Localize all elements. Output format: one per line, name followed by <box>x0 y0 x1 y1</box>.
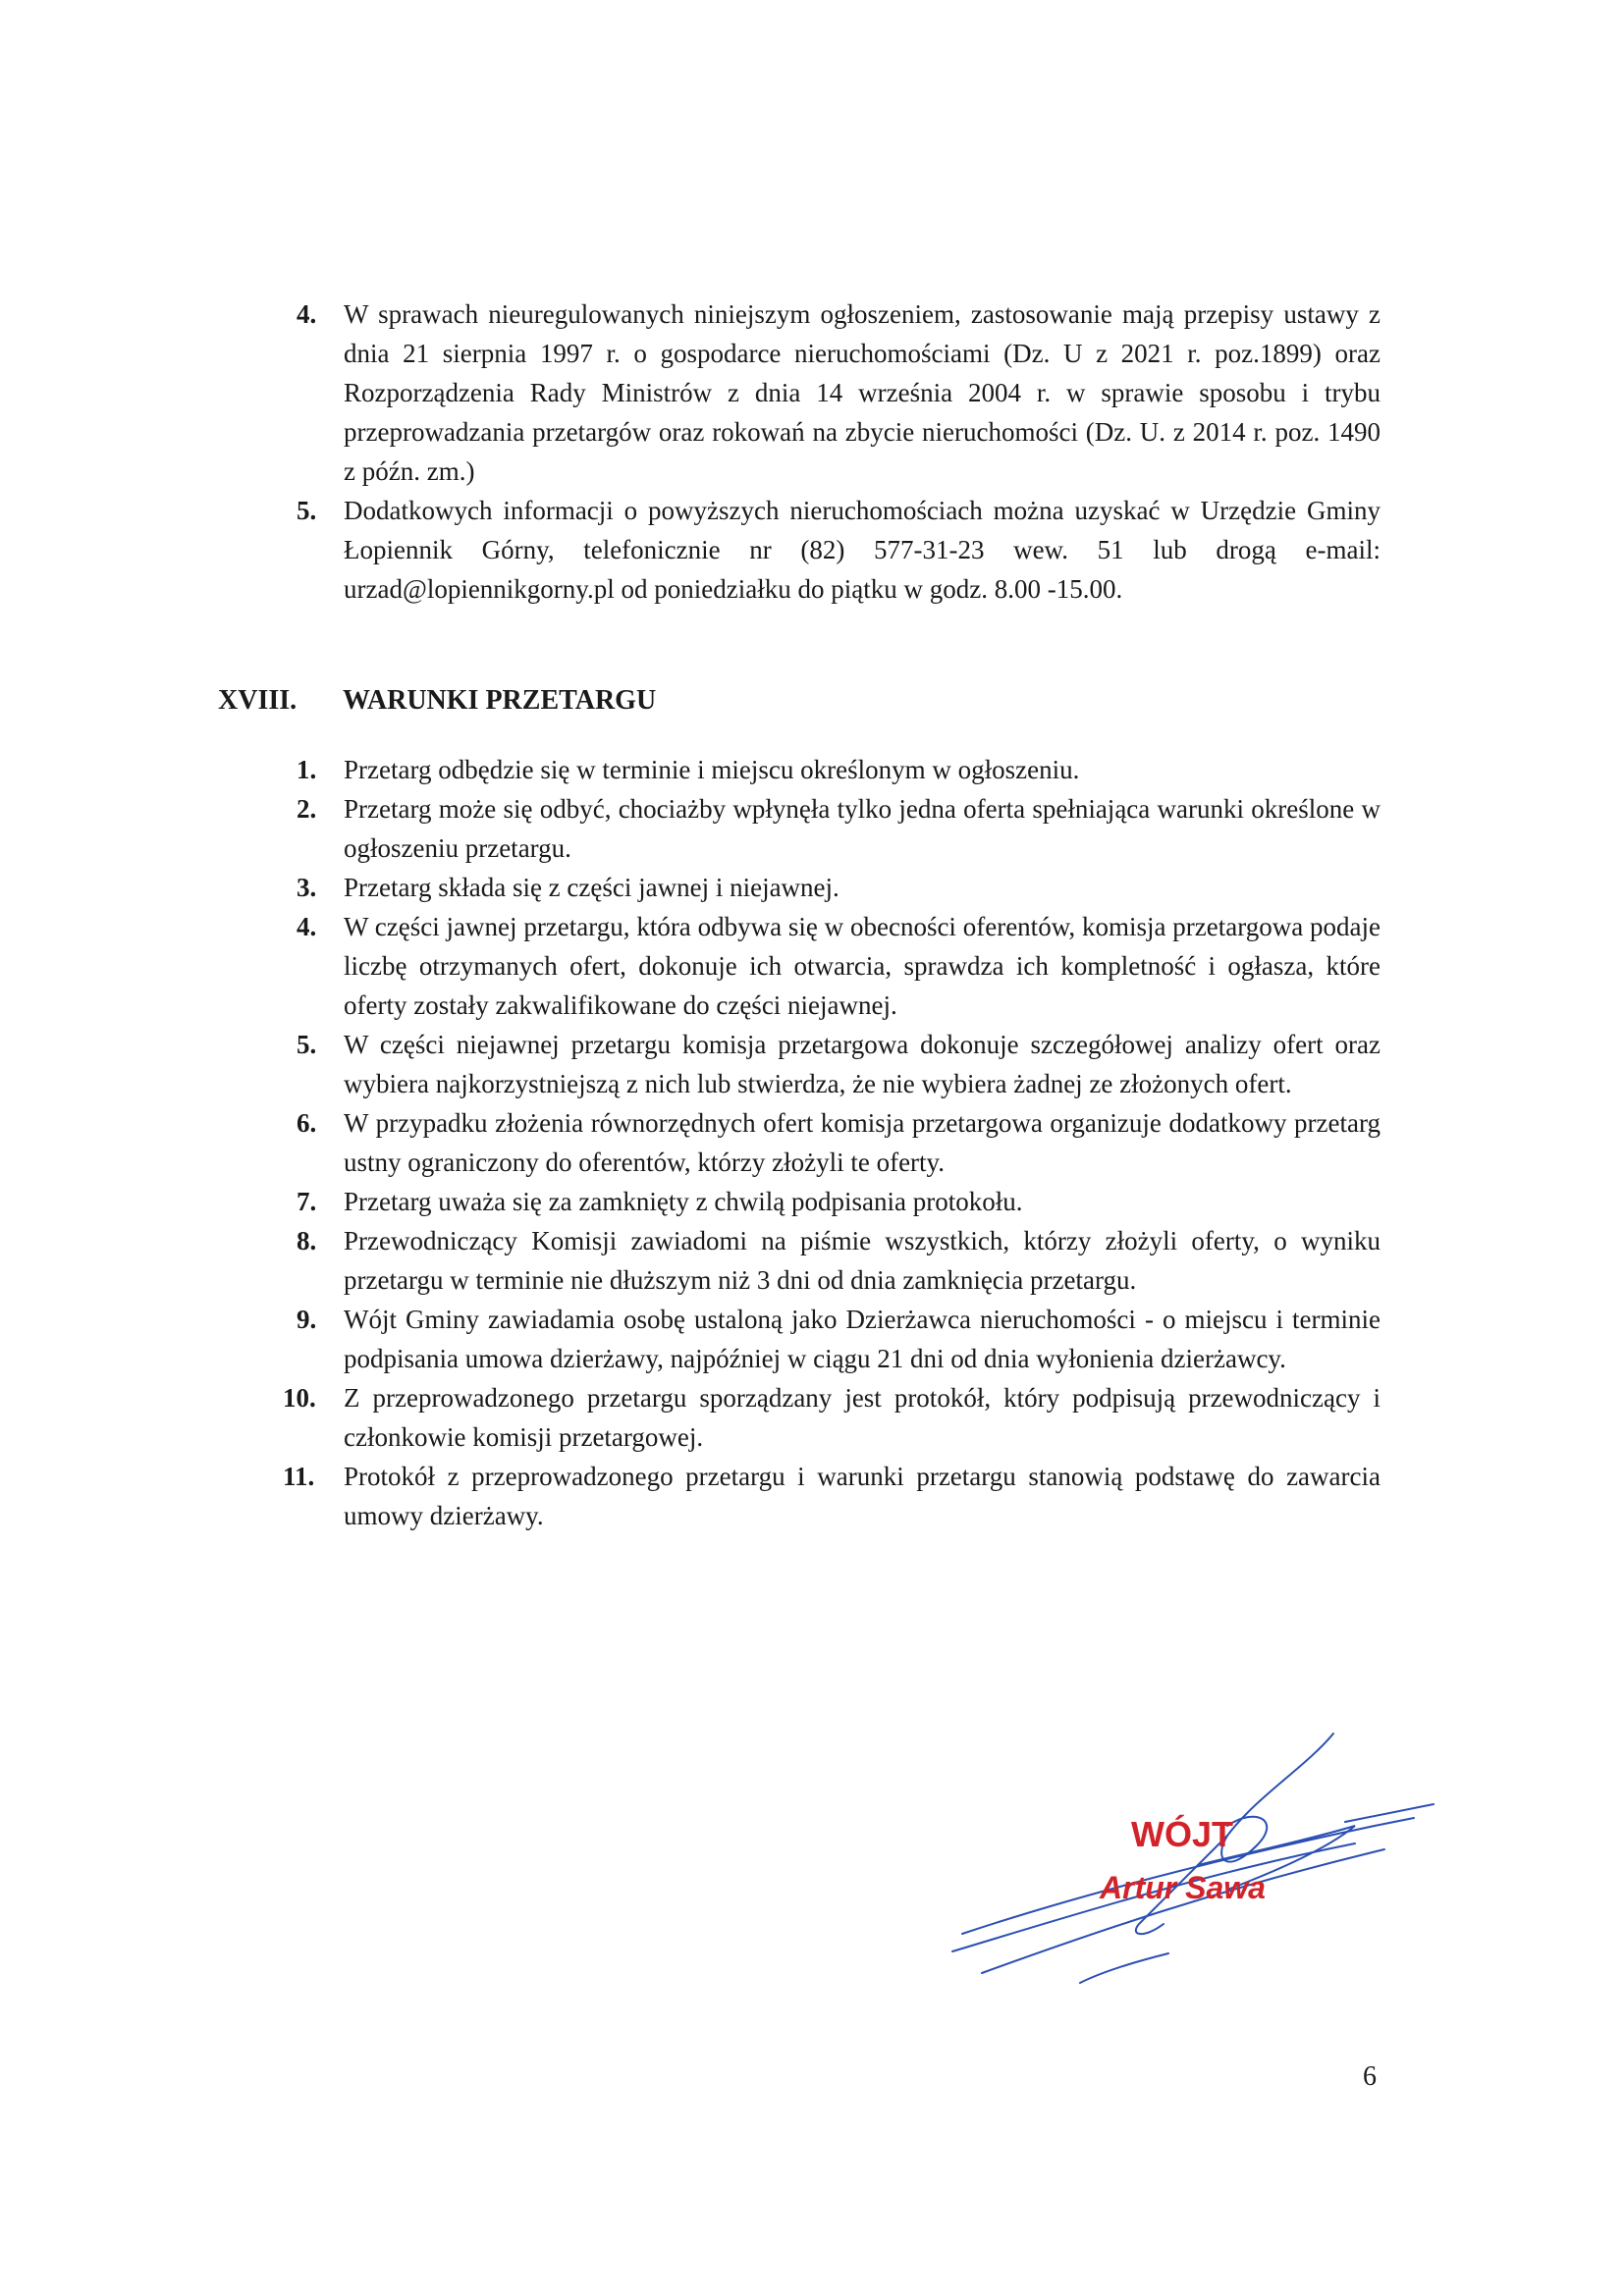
item-text: Przetarg odbędzie się w terminie i miejscu określonym w ogłoszeniu. <box>344 755 1080 784</box>
conditions-list <box>0 750 1624 1535</box>
item-text: W części niejawnej przetargu komisja przetargowa dokonuje szczegółowej analizy ofert oraz wybiera najkorzystniejszą z nich lub stwierdza, że nie wybiera żadnej ze złożonych ofert. <box>344 1030 1380 1098</box>
list-item <box>0 1457 1380 1535</box>
item-number: 10. <box>283 1383 316 1413</box>
item-text: Przetarg może się odbyć, chociażby wpłynęła tylko jedna oferta spełniająca warunki określone w ogłoszeniu przetargu. <box>344 794 1380 863</box>
item-number: 3. <box>297 873 317 902</box>
item-text: W części jawnej przetargu, która odbywa się w obecności oferentów, komisja przetargowa podaje liczbę otrzymanych ofert, dokonuje ich otwarcia, sprawdza ich kompletność i ogłasza, które oferty zostały zakwalifikowane do części niejawnej. <box>344 912 1380 1020</box>
item-number: 9. <box>297 1305 317 1334</box>
list-item <box>0 750 1380 789</box>
item-text: Z przeprowadzonego przetargu sporządzany jest protokół, który podpisują przewodniczący i członkowie komisji przetargowej. <box>344 1383 1380 1452</box>
page-number: 6 <box>1363 2061 1377 2092</box>
item-number: 4. <box>297 299 317 329</box>
item-text: Wójt Gminy zawiadamia osobę ustaloną jako Dzierżawca nieruchomości - o miejscu i terminie podpisania umowa dzierżawy, najpóźniej w ciągu 21 dni od dnia wyłonienia dzierżawcy. <box>344 1305 1380 1373</box>
section-heading <box>218 681 656 721</box>
section-number: XVIII. <box>218 685 298 716</box>
item-number: 6. <box>297 1108 317 1138</box>
section-title: WARUNKI PRZETARGU <box>343 685 657 716</box>
list-item <box>0 1182 1380 1221</box>
item-number: 5. <box>297 1030 317 1059</box>
item-text: Przetarg składa się z części jawnej i niejawnej. <box>344 873 839 902</box>
item-text: Protokół z przeprowadzonego przetargu i warunki przetargu stanowią podstawę do zawarcia umowy dzierżawy. <box>344 1462 1380 1530</box>
list-item <box>0 868 1380 907</box>
list-item <box>0 1103 1380 1182</box>
item-number: 2. <box>297 794 317 824</box>
signature-stamp <box>933 1728 1443 2022</box>
item-text: Przetarg uważa się za zamknięty z chwilą podpisania protokołu. <box>344 1187 1023 1216</box>
item-text: Przewodniczący Komisji zawiadomi na piśmie wszystkich, którzy złożyli oferty, o wyniku przetargu w terminie nie dłuższym niż 3 dni od dnia zamknięcia przetargu. <box>344 1226 1380 1295</box>
list-item <box>0 789 1380 868</box>
item-text: W przypadku złożenia równorzędnych ofert komisja przetargowa organizuje dodatkowy przetarg ustny ograniczony do oferentów, którzy złożyli te oferty. <box>344 1108 1380 1177</box>
item-number: 1. <box>297 755 317 784</box>
list-item <box>0 1221 1380 1300</box>
item-number: 5. <box>297 496 317 525</box>
stamp-title: WÓJT <box>1131 1814 1233 1854</box>
item-number: 7. <box>297 1187 317 1216</box>
list-item <box>0 1378 1380 1457</box>
item-number: 8. <box>297 1226 317 1255</box>
list-item <box>0 1300 1380 1378</box>
list-item <box>0 907 1380 1025</box>
item-number: 11. <box>283 1462 315 1491</box>
continuation-list <box>0 294 1624 609</box>
stamp-name: Artur Sawa <box>1100 1870 1266 1905</box>
list-item <box>0 1025 1380 1103</box>
item-text: Dodatkowych informacji o powyższych nieruchomościach można uzyskać w Urzędzie Gminy Łopiennik Górny, telefonicznie nr (82) 577-31-23 wew. 51 lub drogą e-mail: urzad@lopiennikgorny.pl od poniedziałku do piątku w godz. 8.00 -15.00. <box>344 496 1380 604</box>
list-item <box>0 491 1380 609</box>
item-number: 4. <box>297 912 317 941</box>
item-text: W sprawach nieuregulowanych niniejszym ogłoszeniem, zastosowanie mają przepisy ustawy z dnia 21 sierpnia 1997 r. o gospodarce nieruchomościami (Dz. U z 2021 r. poz.1899) oraz Rozporządzenia Rady Ministrów z dnia 14 września 2004 r. w sprawie sposobu i trybu przeprowadzania przetargów oraz rokowań na zbycie nieruchomości (Dz. U. z 2014 r. poz. 1490 z późn. zm.) <box>344 299 1380 486</box>
list-item <box>0 294 1380 491</box>
